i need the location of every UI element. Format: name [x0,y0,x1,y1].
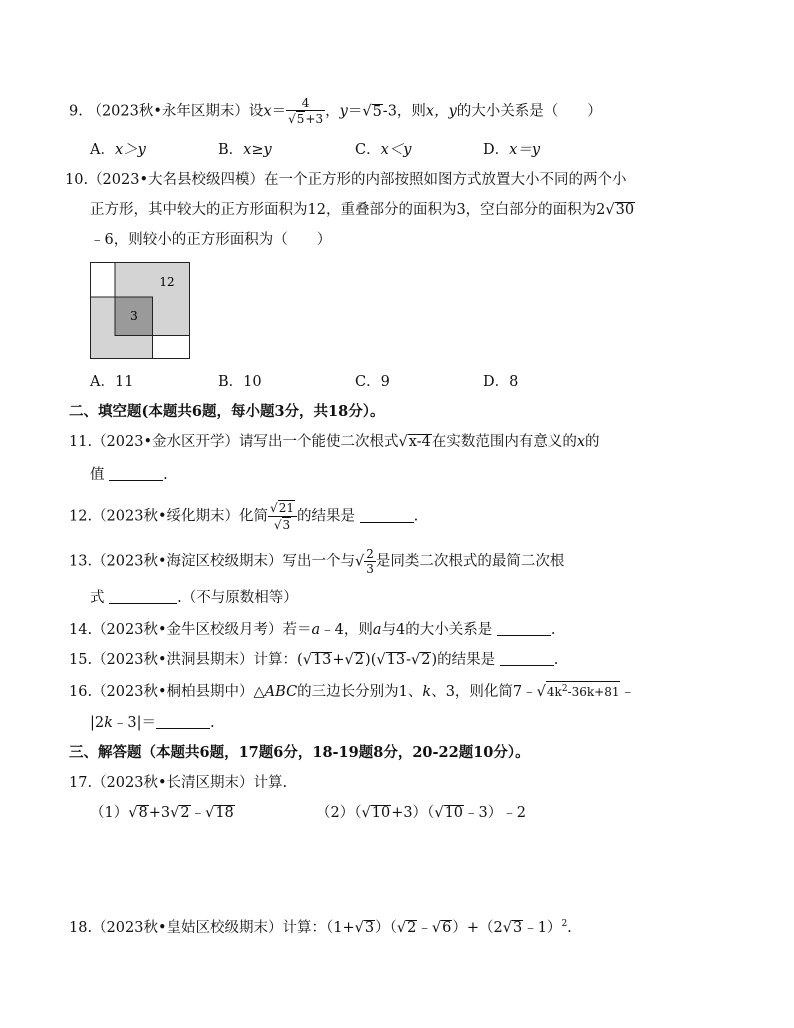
q9-line: 9. （2023秋•永年区期末）设x＝ $\frac{4}{√5+3}$ ，y＝√5-3，则x，y的大小关系是（ ） [69,96,602,126]
q15-line: 15.（2023秋•洪洞县期末）计算：(√13+√2)(√13-√2)的结果是 . [69,652,559,668]
question-text: 与4的大小关系是 [381,622,493,638]
q9-option-b[interactable] [218,140,272,160]
question-text: 是同类二次根式的最简二次根 [375,553,565,570]
sqrt-radicand: 13 [312,652,332,668]
option-text: x＞y [114,142,146,158]
option-letter: C． [355,374,381,390]
q9-option-c[interactable] [355,140,411,160]
sqrt-radicand: 13 [386,652,406,668]
question-number: 14. [69,622,93,638]
minus-sign: - [406,652,411,668]
exponent: 2 [561,919,568,929]
sqrt-radicand: 30 [615,202,635,218]
question-text: （2023•大名县校级四模）在一个正方形的内部按照如图方式放置大小不同的两个小 [88,172,627,188]
fraction [286,96,325,127]
option-letter: B． [218,142,244,158]
question-number: 18. [69,919,93,936]
period: . [550,622,556,638]
var-x: x [576,434,586,450]
question-text: （2023秋•皇姑区校级期末）计算：（1+ [92,919,355,936]
question-text: 式 [90,590,105,606]
var-k: k [422,684,432,700]
q10-option-b[interactable] [218,372,262,392]
sqrt-radicand: 2 [180,805,190,821]
sqrt-radicand: 10 [444,805,464,821]
large-square-label: 12 [159,275,175,289]
question-text: （2023秋•海淀区校级期末）写出一个与 [92,553,356,570]
q10-option-a[interactable] [90,372,133,392]
option-letter: D． [483,142,510,158]
period: . [413,508,419,525]
q17-part2: （2）（√10+3）（√10﹣3）﹣2 [316,805,526,821]
sqrt-radicand: x-4 [408,434,431,450]
q10-option-d[interactable] [483,372,518,392]
overlap-label: 3 [130,309,138,323]
minus-sign: ﹣ [190,805,206,821]
var-a: a [372,622,382,638]
squares-figure [90,262,190,359]
sqrt-radicand: 5 [296,112,305,126]
fraction-numerator: √21 [268,500,297,517]
q10-line1 [65,170,627,190]
question-text: 、3，则化简7﹣ [431,684,537,700]
q13-line2 [90,588,298,608]
part-label: （2）（ [316,805,362,821]
var-x: x [263,103,272,120]
equals-sign: ＝ [347,103,363,120]
answer-blank[interactable] [109,466,163,481]
sqrt-radicand: 5 [372,103,382,120]
q12-line [69,500,418,533]
expr-text: ）（ [375,919,397,936]
sqrt-radicand [546,681,621,700]
question-text: .（不与原数相等） [177,590,298,606]
question-number: 16. [69,684,93,700]
expr-text: -3，则 [382,103,426,120]
option-text: 11 [114,374,134,390]
equals-sign: ＝ [271,103,287,120]
minus-sign: ﹣ [417,919,432,936]
separator: ， [325,103,340,120]
option-letter: B． [218,374,244,390]
q17-line1 [69,773,287,793]
period: . [163,467,168,483]
q18-line: 18.（2023秋•皇姑区校级期末）计算：（1+√3）（√2﹣√6）+（2√3﹣1）$^2$. [69,919,572,936]
vars-xy: x，y [425,103,457,120]
answer-blank[interactable] [500,651,554,666]
q16-line2 [90,713,215,733]
sqrt-radicand: 2 [354,652,365,668]
sqrt-radicand: 10 [371,805,391,821]
sqrt-radicand: 2 [421,652,431,668]
question-text: )的结果是 [431,652,496,668]
q11-line2 [90,465,168,485]
option-text: x＝y [509,142,541,158]
q9-option-a[interactable] [90,140,146,160]
q9-option-d[interactable] [483,140,540,160]
sqrt-radicand: 21 [278,501,294,515]
option-letter: D． [483,374,510,390]
q14-line [69,620,556,640]
q10-line3 [90,230,331,250]
source-text: （2023秋•永年区期末）设 [87,103,264,120]
question-text: （2023•金水区开学）请写出一个能使二次根式 [92,434,399,450]
question-text: 的结果是 [296,508,355,525]
fraction-numerator: 2 [366,547,374,561]
expr-text: +3 [148,805,171,821]
var-y: y [339,103,348,120]
expr-text: -36k+81 [567,685,620,699]
q11-line1: 11.（2023•金水区开学）请写出一个能使二次根式√x-4在实数范围内有意义的x的 [69,434,600,450]
expr-text: ）+（2 [452,919,503,936]
q17-part1: （1）√8+3√2﹣√18 [90,805,234,821]
expr-text: 4k [546,685,562,699]
question-text: （2023秋•长清区期末）计算. [92,775,288,791]
var-k: k [104,715,113,731]
sqrt-radicand: 3 [512,919,523,936]
question-number: 10. [65,172,89,188]
option-letter: A． [90,374,115,390]
option-text: 10 [243,374,262,390]
question-text: 值 [90,467,105,483]
answer-blank[interactable] [156,714,210,729]
denominator-plus: +3 [305,112,324,126]
sqrt-radicand: 6 [442,919,452,936]
part-label: （1） [90,805,129,821]
sqrt-radicand: 3 [282,518,291,532]
triangle-name: ABC [264,684,298,700]
question-number: 11. [69,434,93,450]
minus-sign: ﹣ [620,684,635,700]
option-letter: A． [90,142,115,158]
question-number: 15. [69,652,93,668]
question-tail: 的大小关系是（ ） [456,103,602,120]
option-text: x＜y [380,142,412,158]
fraction-denominator: √5+3 [288,112,324,126]
question-text: ﹣4，则 [320,622,373,638]
exponent: 2 [561,684,568,694]
q16-line1: 16.（2023秋•桐柏县期中）△ABC的三边长分别为1、k、3，则化简$7﹣√4k^2-36k+81﹣$ [69,681,635,702]
section-heading-fill-blank: 二、填空题(本题共6题，每小题3分，共18分）。 [69,403,385,420]
fraction-numerator: 4 [286,96,325,111]
expr-text: ﹣3）﹣2 [464,805,526,821]
fraction-denominator: √3 [273,518,291,532]
q10-option-c[interactable] [355,372,390,392]
question-number: 12. [69,508,93,525]
answer-blank[interactable] [109,589,177,604]
question-text: 的三边长分别为1、 [297,684,423,700]
question-text: （2023秋•金牛区校级月考）若＝ [92,622,312,638]
plus-sign: + [332,652,345,668]
q10-line2: 正方形，其中较大的正方形面积为12，重叠部分的面积为3，空白部分的面积为2√30 [90,202,635,218]
answer-blank[interactable] [497,621,551,636]
expr-text: )( [365,652,377,668]
fraction [364,547,376,576]
question-text: ﹣6，则较小的正方形面积为（ ） [90,232,332,248]
sqrt-radicand: 8 [138,805,148,821]
period: . [567,919,572,936]
question-text: 在实数范围内有意义的 [431,434,577,450]
option-text: 8 [509,374,519,390]
q13-line1: 13.（2023秋•海淀区校级期末）写出一个与√ $\frac{2}{3}$ 是同类二次根式的最简二次根 [69,547,565,576]
question-text: （2023秋•洪洞县期末）计算：( [92,652,303,668]
question-number: 17. [69,775,93,791]
question-number: 9. [69,103,83,120]
sqrt-radicand: 3 [364,919,375,936]
question-text: （2023秋•桐柏县期中）△ [92,684,265,700]
question-text: 正方形，其中较大的正方形面积为12，重叠部分的面积为3，空白部分的面积为2 [90,202,606,218]
expr-text: ﹣1） [523,919,562,936]
option-letter: C． [355,142,381,158]
expr-text: +3）（ [391,805,435,821]
fraction [268,500,297,533]
expr-text: |2 [90,715,105,731]
period: . [553,652,559,668]
sqrt-radicand: 2 [407,919,417,936]
question-text: 的 [585,434,600,450]
question-text: （2023秋•绥化期末）化简 [92,508,269,525]
answer-blank[interactable] [360,508,414,523]
sqrt-radicand: 18 [215,805,234,821]
option-text: x≥y [243,142,272,158]
expr-text: ﹣3|＝ [112,715,157,731]
section-heading-solve: 三、解答题（本题共6题，17题6分，18-19题8分，20-22题10分）。 [69,744,530,761]
question-number: 13. [69,553,93,570]
fraction-denominator: 3 [366,562,374,576]
period: . [210,715,215,731]
option-text: 9 [380,374,390,390]
var-a: a [311,622,321,638]
